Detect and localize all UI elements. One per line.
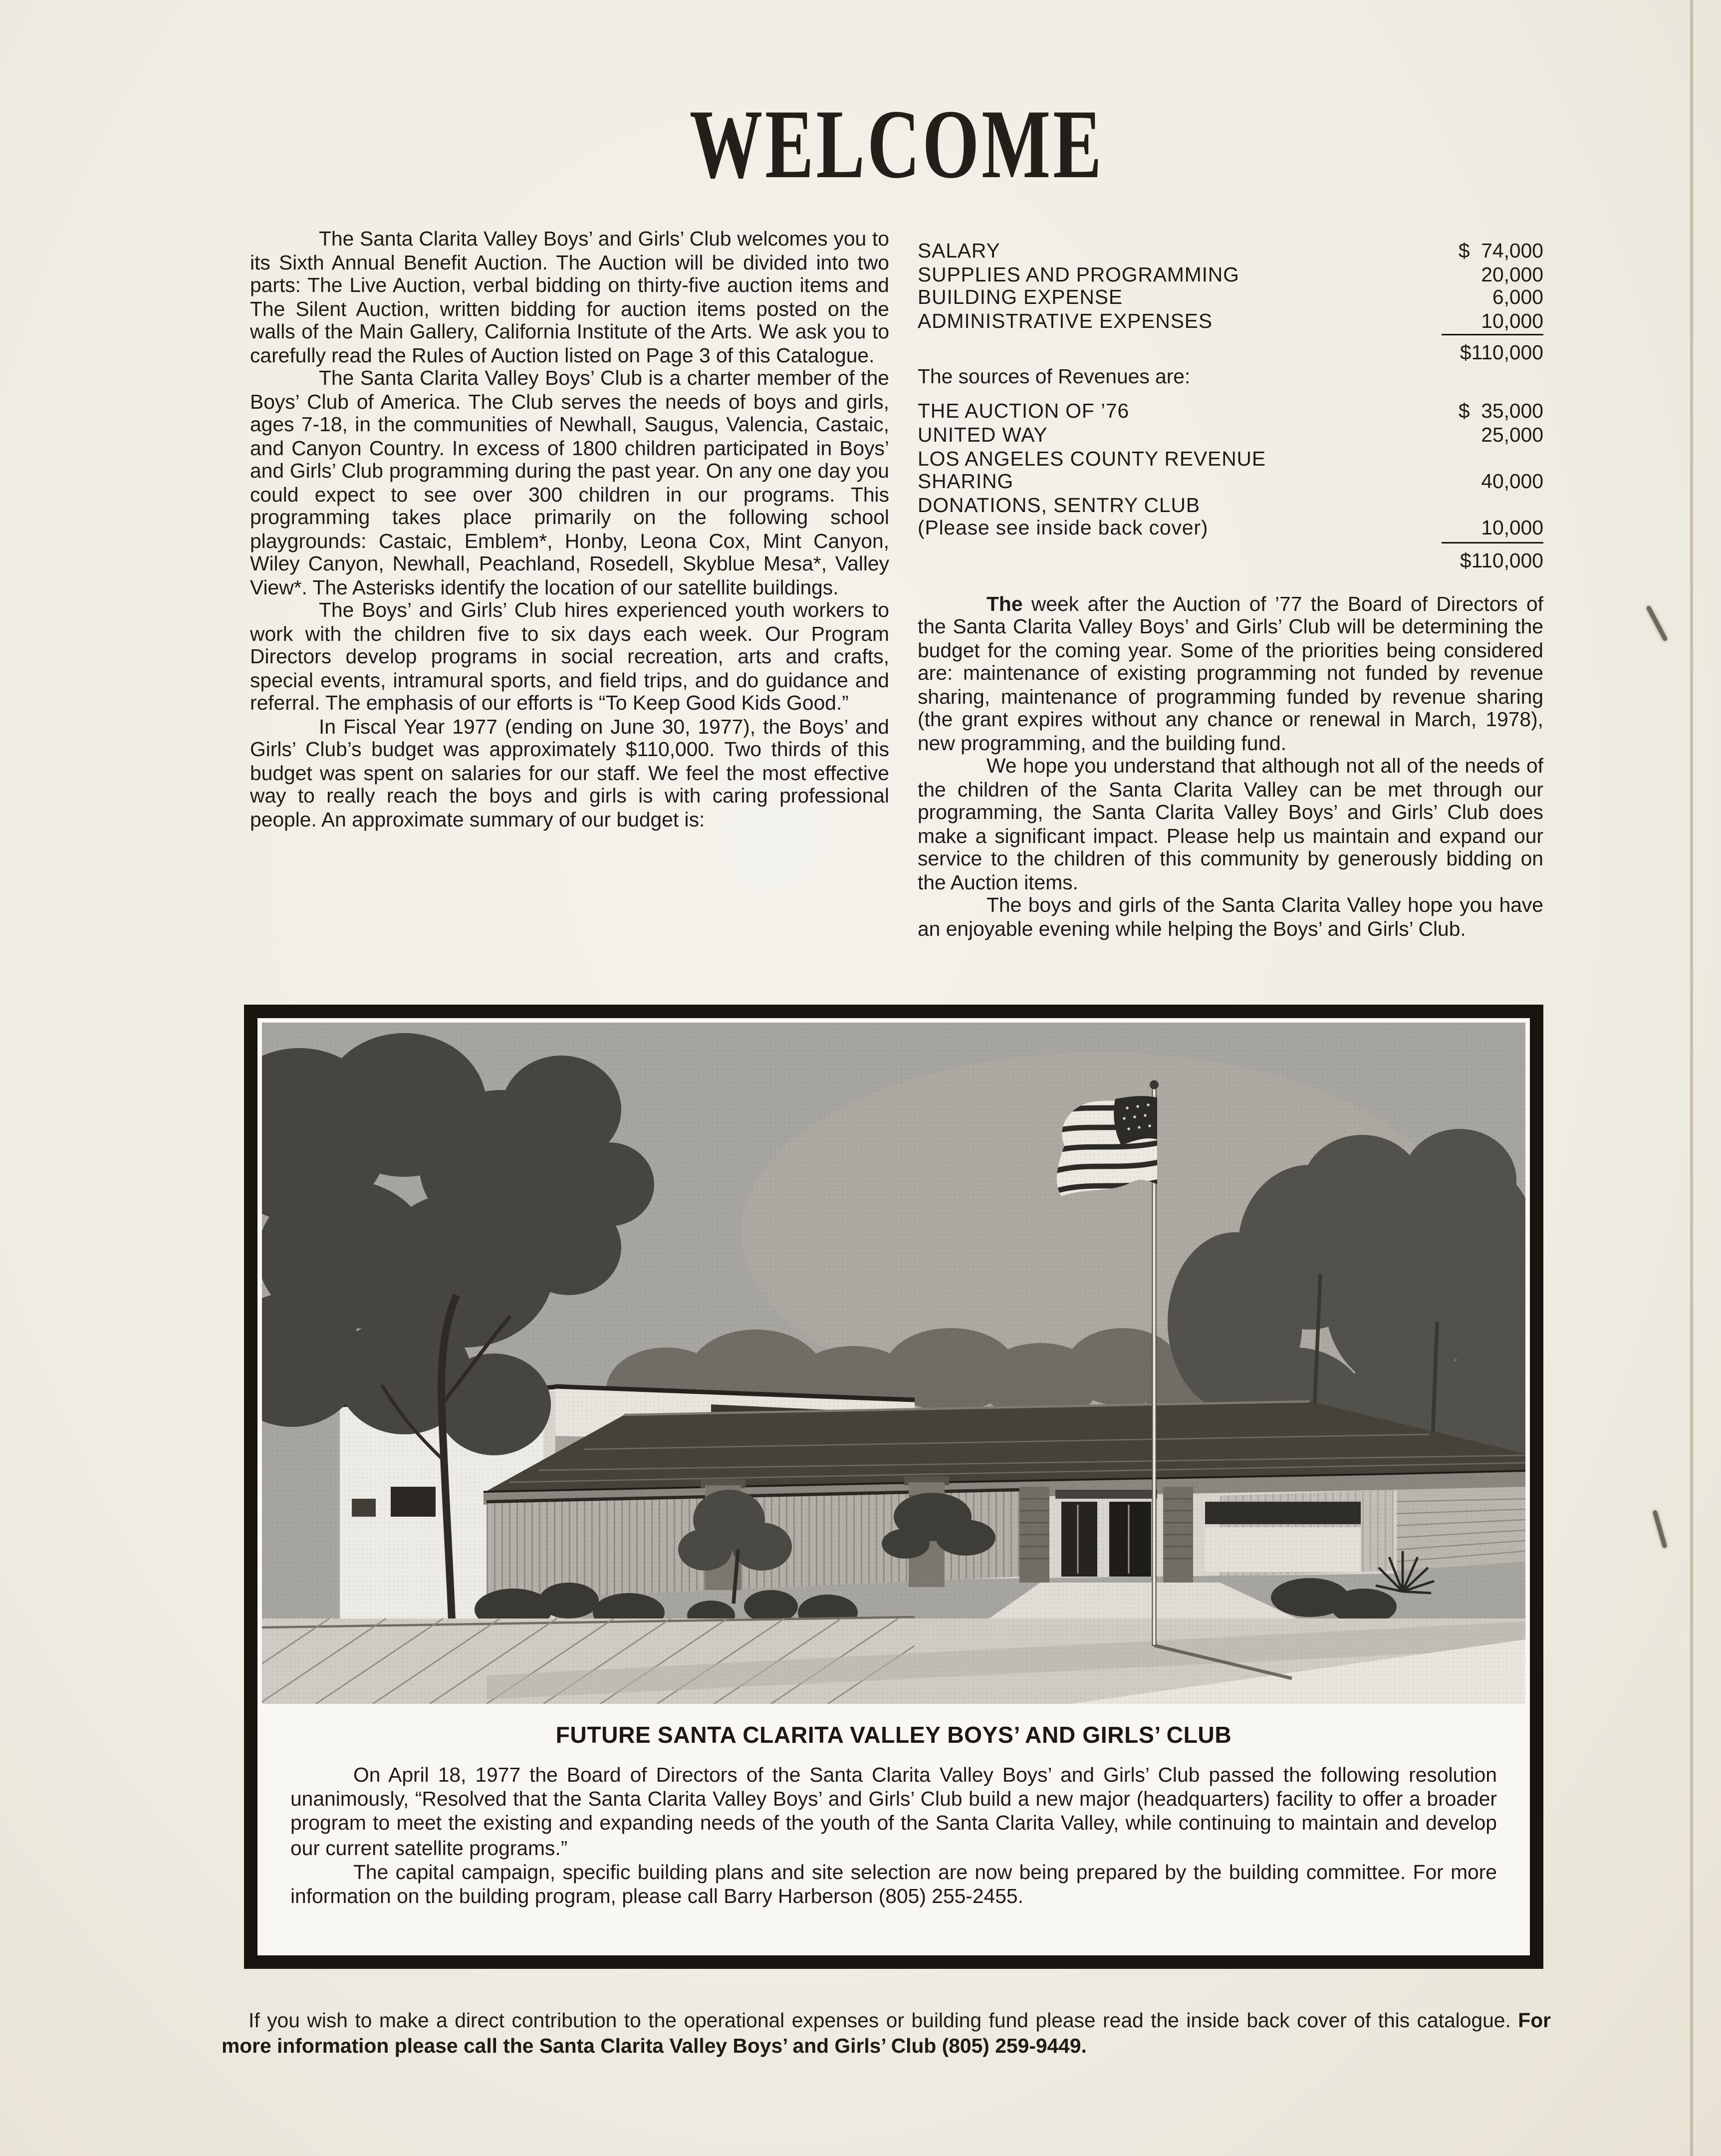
figure-caption: FUTURE SANTA CLARITA VALLEY BOYS’ AND GIRLS’ CLUB xyxy=(555,1723,1232,1749)
board-paragraph xyxy=(918,592,1543,755)
figure-frame xyxy=(244,1005,1543,1969)
table-row xyxy=(918,309,1543,336)
revenues-intro: The sources of Revenues are: xyxy=(918,365,1191,388)
impact-paragraph xyxy=(918,755,1543,894)
budget-label: SUPPLIES AND PROGRAMMING xyxy=(918,263,1239,285)
budget-amount: 6,000 xyxy=(1492,286,1543,309)
revenue-label: UNITED WAY xyxy=(918,424,1048,447)
right-column-paragraphs xyxy=(918,592,1543,941)
revenue-label: LOS ANGELES COUNTY REVENUE xyxy=(918,447,1266,470)
budget-amount: 20,000 xyxy=(1481,263,1543,285)
building-illustration xyxy=(262,1023,1525,1704)
table-row xyxy=(918,494,1543,518)
table-row xyxy=(918,240,1543,263)
budget-amount-underlined: 10,000 xyxy=(1442,309,1543,336)
right-column xyxy=(918,228,1543,940)
table-row xyxy=(918,471,1543,494)
staple-icon xyxy=(1646,605,1668,642)
footer-note xyxy=(222,2007,1551,2058)
table-row xyxy=(918,447,1543,471)
budget-label: ADMINISTRATIVE EXPENSES xyxy=(918,309,1213,332)
revenue-amount: 40,000 xyxy=(1481,470,1543,493)
revenue-label: THE AUCTION OF ’76 xyxy=(918,400,1130,423)
table-row xyxy=(918,400,1543,424)
bold-lead: The xyxy=(986,592,1023,615)
revenue-label: SHARING xyxy=(918,470,1014,493)
table-row xyxy=(918,263,1543,286)
footer-bold-text: For more information please call the Santa Clarita Valley Boys’ and Girls’ Club (805) 259-9449. xyxy=(222,2008,1551,2057)
revenue-table xyxy=(918,400,1543,572)
table-row xyxy=(918,286,1543,310)
revenue-amount: 25,000 xyxy=(1481,424,1543,447)
budget-table xyxy=(918,240,1543,365)
intro-paragraph: The Santa Clarita Valley Boys’ and Girls’ Club welcomes you to its Sixth Annual Benefit Auction. The Auction will be divided into two parts: The Live Auction, verbal bidding on thirty-five auction items and The Silent Auction, written bidding for auction items posted on the walls of the Main Gallery, California Institute of the Arts. We ask you to carefully read the Rules of Auction listed on Page 3 of this Catalogue. xyxy=(250,228,889,366)
budget-intro-paragraph: In Fiscal Year 1977 (ending on June 30, 1977), the Boys’ and Girls’ Club’s budget was approximately $110,000. Two thirds of this budget was spent on salaries for our staff. We feel the most effective way to really reach the boys and girls is with caring professional people. An approximate summary of our budget is: xyxy=(250,715,889,830)
page-title xyxy=(250,90,1543,200)
page-title-text: WELCOME xyxy=(689,91,1104,200)
revenue-total: $110,000 xyxy=(1460,549,1543,572)
revenue-amount-underlined: 10,000 xyxy=(1442,517,1543,543)
staple-icon xyxy=(1653,1510,1668,1548)
budget-label: SALARY xyxy=(918,240,1000,262)
figure-text xyxy=(290,1764,1497,1909)
paper-edge-line xyxy=(1690,0,1693,2156)
revenue-label: (Please see inside back cover) xyxy=(918,517,1209,540)
footer-regular-text: If you wish to make a direct contribution to the operational expenses or building fund please read the inside back cover of this catalogue. xyxy=(248,2008,1518,2031)
capital-campaign-paragraph: The capital campaign, specific building plans and site selection are now being prepared by the building committee. For more information on the building program, please call Barry Harberson (805) 255-2455. xyxy=(290,1861,1497,1908)
staff-paragraph: The Boys’ and Girls’ Club hires experienced youth workers to work with the children five to six days each week. Our Program Directors develop programs in social recreation, arts and crafts, special events, intramural sports, and field trips, and do guidance and referral. The emphasis of our efforts is “To Keep Good Kids Good.” xyxy=(250,599,889,714)
table-row xyxy=(918,424,1543,447)
budget-total: $110,000 xyxy=(1460,342,1543,365)
club-history-paragraph: The Santa Clarita Valley Boys’ Club is a charter member of the Boys’ Club of America. The Club serves the needs of boys and girls, ages 7-18, in the communities of Newhall, Saugus, Valencia, Castaic, and Canyon Country. In excess of 1800 children participated in Boys’ and Girls’ Club programming during the past year. On any one day you could expect to see over 300 children in our programs. This programming takes place primarily on the following school playgrounds: Castaic, Emblem*, Honby, Leona Cox, Mint Canyon, Wiley Canyon, Newhall, Peachland, Rosedell, Skyblue Mesa*, Valley View*. The Asterisks identify the location of our satellite buildings. xyxy=(250,367,889,598)
closing-paragraph xyxy=(918,894,1543,940)
paragraph-text: week after the Auction of ’77 the Board of Directors of the Santa Clarita Valley Boys’ and Girls’ Club will be determining the budget for the coming year. Some of the priorities being considered are: maintenance of existing programming not funded by revenue sharing, maintenance of programming funded by revenue sharing (the grant expires without any chance or renewal in March, 1978), new programming, and the building fund. xyxy=(918,592,1543,754)
resolution-paragraph: On April 18, 1977 the Board of Directors of the Santa Clarita Valley Boys’ and Girls’ Club passed the following resolution unanimously, “Resolved that the Santa Clarita Valley Boys’ and Girls’ Club build a new major (headquarters) facility to offer a broader program to meet the existing and expanding needs of the youth of the Santa Clarita Valley, while continuing to maintain and develop our current satellite programs.” xyxy=(290,1764,1497,1859)
budget-amount: $ 74,000 xyxy=(1458,240,1543,262)
revenue-amount: $ 35,000 xyxy=(1458,400,1543,423)
paragraph-text: The boys and girls of the Santa Clarita Valley hope you have an enjoyable evening while helping the Boys’ and Girls’ Club. xyxy=(918,894,1543,940)
revenue-label: DONATIONS, SENTRY CLUB xyxy=(918,494,1200,517)
table-row xyxy=(918,517,1543,543)
paragraph-text: We hope you understand that although not all of the needs of the children of the Santa Clarita Valley can be met through our programming, the Santa Clarita Valley Boys’ and Girls’ Club does make a significant impact. Please help us maintain and expand our service to the children of this community by generously bidding on the Auction items. xyxy=(918,755,1543,893)
budget-label: BUILDING EXPENSE xyxy=(918,286,1123,309)
left-column xyxy=(250,228,889,831)
